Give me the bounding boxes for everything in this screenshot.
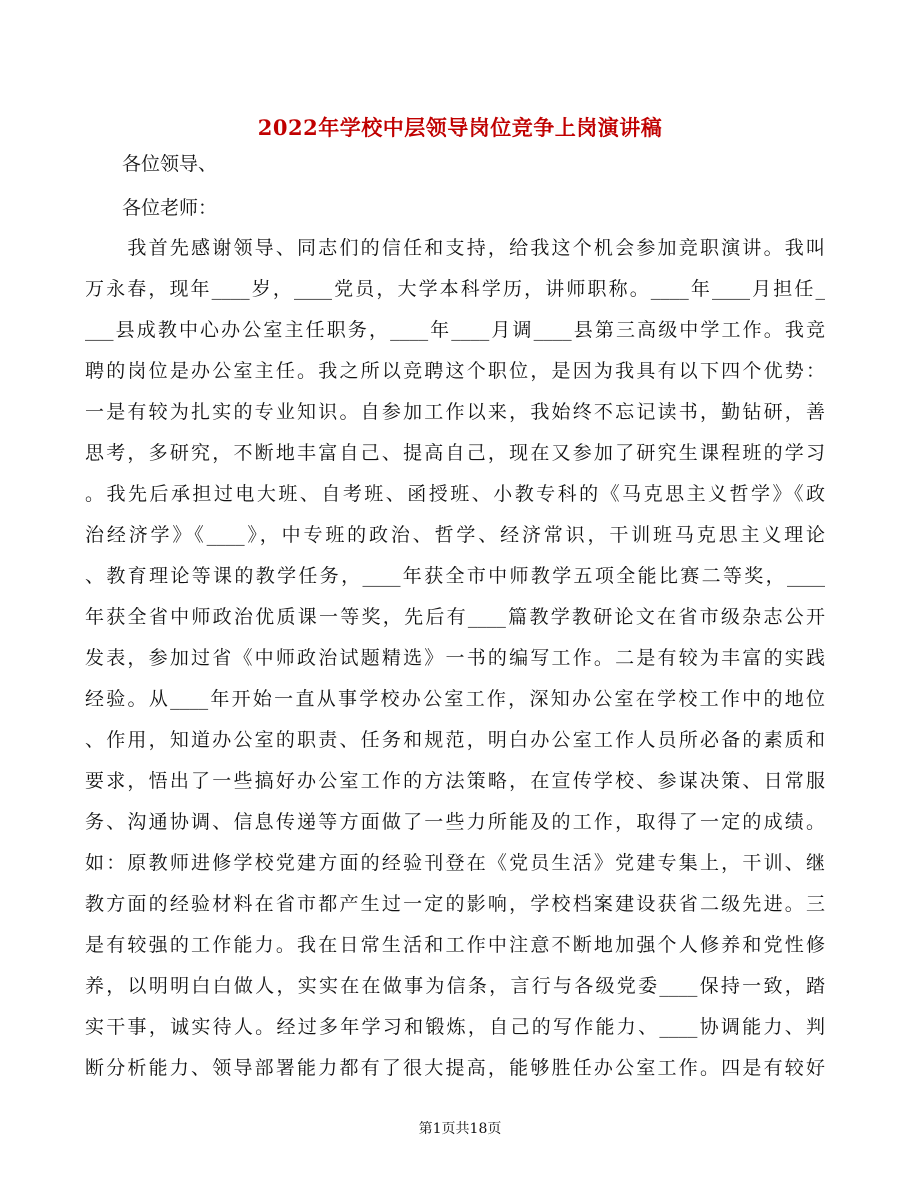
document-title: 2022年学校中层领导岗位竞争上岗演讲稿 bbox=[257, 115, 663, 140]
body-line: 如：原教师进修学校党建方面的经验刊登在《党员生活》党建专集上，干训、继 bbox=[85, 852, 825, 874]
salutation-teachers: 各位老师： bbox=[122, 197, 218, 219]
body-line: 、教育理论等课的教学任务，____年获全市中师教学五项全能比赛二等奖，____ bbox=[85, 565, 825, 587]
body-line: 、作用，知道办公室的职责、任务和规范，明白办公室工作人员所必备的素质和 bbox=[85, 729, 825, 751]
salutation-leaders: 各位领导、 bbox=[122, 153, 218, 175]
body-line: 。我先后承担过电大班、自考班、函授班、小教专科的《马克思主义哲学》《政 bbox=[85, 483, 825, 505]
body-line: 教方面的经验材料在省市都产生过一定的影响，学校档案建设获省二级先进。三 bbox=[85, 893, 825, 915]
body-line: 务、沟通协调、信息传递等方面做了一些力所能及的工作，取得了一定的成绩。 bbox=[85, 811, 825, 833]
body-line: 一是有较为扎实的专业知识。自参加工作以来，我始终不忘记读书，勤钻研，善 bbox=[85, 401, 825, 423]
body-line: ___县成教中心办公室主任职务，____年____月调____县第三高级中学工作。我竞 bbox=[85, 319, 825, 341]
body-line: 要求，悟出了一些搞好办公室工作的方法策略，在宣传学校、参谋决策、日常服 bbox=[85, 770, 825, 792]
body-line: 万永春，现年____岁，____党员，大学本科学历，讲师职称。____年____月担任_ bbox=[85, 278, 825, 300]
body-line: 是有较强的工作能力。我在日常生活和工作中注意不断地加强个人修养和党性修 bbox=[85, 934, 825, 956]
body-line: 年获全省中师政治优质课一等奖，先后有____篇教学教研论文在省市级杂志公开 bbox=[85, 606, 825, 628]
body-line: 聘的岗位是办公室主任。我之所以竞聘这个职位，是因为我具有以下四个优势： bbox=[85, 360, 825, 382]
body-line: 经验。从____年开始一直从事学校办公室工作，深知办公室在学校工作中的地位 bbox=[85, 688, 825, 710]
body-line: 养，以明明白白做人，实实在在做事为信条，言行与各级党委____保持一致，踏 bbox=[85, 975, 825, 997]
body-line: 实干事，诚实待人。经过多年学习和锻炼，自己的写作能力、____协调能力、判 bbox=[85, 1016, 825, 1038]
body-line: 断分析能力、领导部署能力都有了很大提高，能够胜任办公室工作。四是有较好 bbox=[85, 1057, 825, 1079]
body-line: 治经济学》《____》，中专班的政治、哲学、经济常识，干训班马克思主义理论 bbox=[85, 524, 825, 546]
body-line: 我首先感谢领导、同志们的信任和支持，给我这个机会参加竞职演讲。我叫 bbox=[85, 237, 825, 259]
page-number: 第1页共18页 bbox=[418, 1121, 502, 1137]
body-line: 思考，多研究，不断地丰富自己、提高自己，现在又参加了研究生课程班的学习 bbox=[85, 442, 825, 464]
body-line: 发表，参加过省《中师政治试题精选》一书的编写工作。二是有较为丰富的实践 bbox=[85, 647, 825, 669]
